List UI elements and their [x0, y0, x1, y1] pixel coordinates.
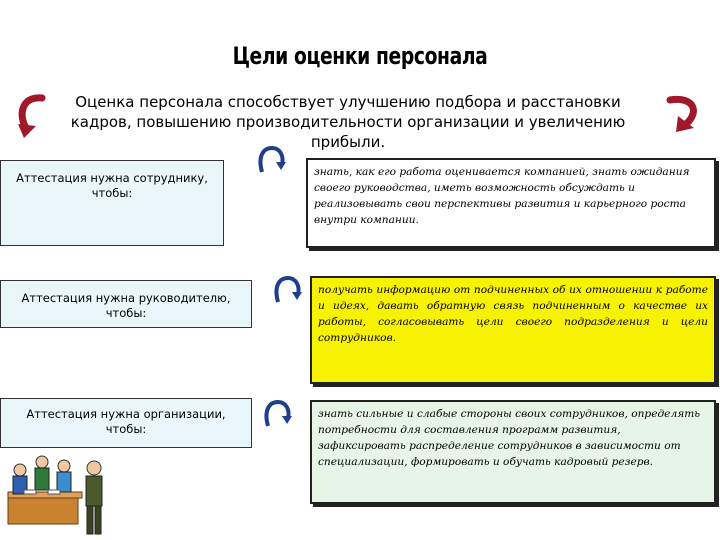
right-box-text: получать информацию от подчиненных об их отношении к работе и идеях, давать обратную связь подчиненным о качестве их работы, согласовывать цели своего подразделения и цели сотрудников.	[318, 284, 708, 344]
left-box-manager	[0, 280, 252, 328]
left-box-organization	[0, 398, 252, 448]
left-box-label: Аттестация нужна руководителю, чтобы:	[21, 291, 231, 320]
right-box-employee	[306, 158, 716, 248]
intro-text: Оценка персонала способствует улучшению подбора и расстановки кадров, повышению производительности организации и увеличению прибыли.	[70, 93, 626, 151]
left-box-label: Аттестация нужна организации, чтобы:	[26, 407, 226, 436]
page-title: Цели оценки персонала	[232, 42, 488, 70]
curl-arrow-icon	[256, 142, 286, 176]
right-box-organization	[310, 400, 716, 504]
left-box-label: Аттестация нужна сотруднику, чтобы:	[16, 171, 208, 200]
right-box-text: знать сильные и слабые стороны своих сотрудников, определять потребности для составления программ развития, зафиксировать распределение сотрудников в зависимости от специализации, формировать и обучать кадровый резерв.	[318, 408, 701, 468]
left-box-employee	[0, 160, 224, 246]
curved-arrow-right-icon	[664, 92, 704, 136]
curl-arrow-icon	[272, 272, 302, 306]
right-box-manager	[310, 276, 716, 384]
curl-arrow-icon	[262, 396, 292, 430]
office-people-clipart	[4, 446, 114, 538]
curved-arrow-left-icon	[14, 92, 48, 140]
right-box-text: знать, как его работа оценивается компанией, знать ожидания своего руководства, иметь возможность обсуждать и реализовывать свои перспективы развития и карьерного роста внутри компании.	[314, 166, 690, 226]
